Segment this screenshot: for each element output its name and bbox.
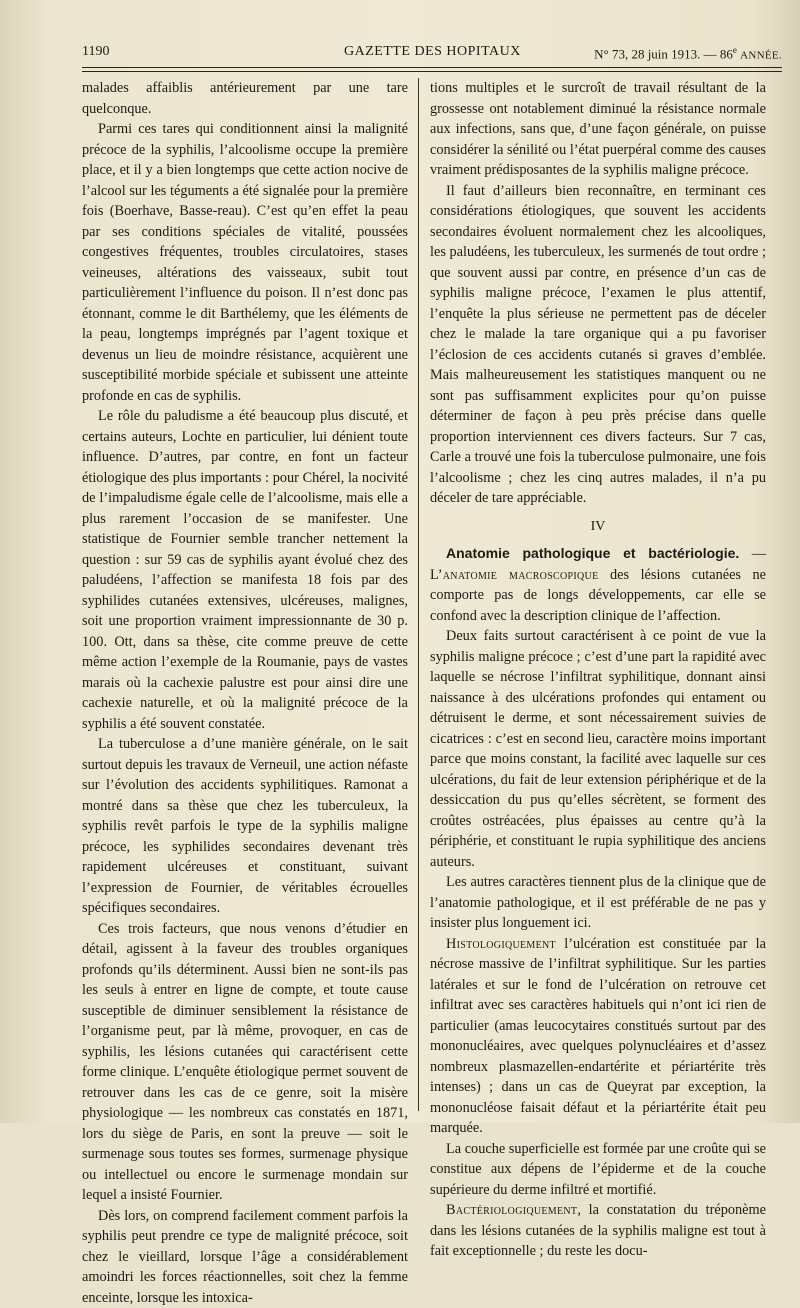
page-header	[82, 40, 782, 70]
histology-paragraph	[430, 934, 766, 1139]
paragraph: malades affaiblis antérieurement par une tare quelconque.	[82, 78, 408, 119]
section-lead-text: des lésions cutanées ne comporte pas de longs développements, car elle se confond avec la description clinique de l’affection.	[430, 567, 766, 624]
paragraph: La couche superficielle est formée par une croûte qui se constitue aux dépens de l’épiderme et de la couche supérieure du derme infiltré et mortifié.	[430, 1139, 766, 1201]
histology-text: l’ulcération est constituée par la nécrose massive de l’infiltrat syphilitique. Sur les parties latérales et sur le fond de l’ulcération on retrouve cet infiltrat avec ses caractères habituels qui n’ont ici rien de particulier (amas leucocytaires constitués surtout par des mononucléaires, avec quelques polynucléaires et d’assez nombreux plasmazellen-endartérite et périartérite très intenses) ; dans un cas de Queyrat par exception, la mononucléose faisait défaut et la périartérite était peu marquée.	[430, 936, 766, 1137]
section-dash: —	[739, 546, 766, 562]
column-divider	[418, 78, 419, 1111]
issue-sup: e	[733, 45, 737, 55]
paragraph: Les autres caractères tiennent plus de la clinique que de l’anatomie pathologique, et il est préférable de ne pas y insister plus longuement ici.	[430, 872, 766, 934]
page-number: 1190	[82, 44, 109, 60]
paragraph: tions multiples et le surcroît de travail résultant de la grossesse ont notablement diminué la résistance normale aux infections, sans que, d’une façon générale, on puisse considérer la sénilité ou l’état puerpéral comme des causes vraiment prédisposantes de la syphilis maligne précoce.	[430, 78, 766, 181]
section-number: IV	[430, 517, 766, 538]
header-rule-double	[82, 71, 782, 72]
paragraph: Ces trois facteurs, que nous venons d’étudier en détail, agissent à la faveur des troubles organiques profonds qu’ils déterminent. Aussi bien ne sont-ils pas les seuls à entrer en ligne de compte, et toute cause susceptible de diminuer sensiblement la résistance de l’organisme peut, par là même, provoquer, en cas de syphilis, les lésions cutanées qui caractérisent cette forme clinique. L’enquête étiologique permet souvent de retrouver dans les cas de ce genre, soit la misère physiologique — les nombreux cas constatés en 1871, lors du siège de Paris, en sont la preuve — soit le surmenage sous toutes ses formes, surmenage physique ou intellectuel ou encore le surmenage mondain sur lequel a insisté Fournier.	[82, 919, 408, 1206]
paragraph: Dès lors, on comprend facilement comment parfois la syphilis peut prendre ce type de malignité précoce, soit chez le vieillard, lorsque l’âge a considérablement amoindri les forces réactionnelles, soit chez la femme enceinte, lorsque les intoxica-	[82, 1206, 408, 1308]
section-lead-smallcaps: L’anatomie macroscopique	[430, 567, 599, 583]
journal-title: GAZETTE DES HOPITAUX	[344, 44, 521, 60]
paragraph: La tuberculose a d’une manière générale, on le sait surtout depuis les travaux de Verneuil, une action néfaste sur l’évolution des accidents syphilitiques. Ramonat a montré dans sa thèse que chez les tuberculeux, la syphilis revêt parfois le type de la syphilis maligne précoce, les syphilides secondaires devenant très rapidement ulcéreuses et constituant, suivant l’expression de Fournier, de véritables écrouelles spécifiques secondaires.	[82, 734, 408, 919]
issue-year: ANNÉE.	[740, 49, 782, 61]
right-column	[430, 78, 766, 1262]
histology-lead: Histologiquement	[446, 936, 556, 952]
issue-number-date: N° 73, 28 juin 1913. — 86	[594, 46, 733, 61]
paragraph: Il faut d’ailleurs bien reconnaître, en terminant ces considérations étiologiques, que souvent les accidents secondaires évoluent normalement chez les alcooliques, les paludéens, les tuberculeux, les surmenés de tout ordre ; que souvent aussi par contre, en présence d’un cas de syphilis maligne précoce, l’examen le plus attentif, l’enquête la plus sérieuse ne permettent pas de déceler chez le malade la tare organique qui a pu favoriser l’éclosion de ces accidents cutanés si graves d’emblée. Mais malheureusement les statistiques manquent ou ne sont pas suffisamment explicites pour qu’on puisse déterminer de façon à peu près précise dans quelle proportion interviennent ces divers facteurs. Sur 7 cas, Carle a trouvé une fois la tuberculose pulmonaire, une fois l’alcoolisme ; chez les cinq autres malades, il n’a pu déceler de tare appréciable.	[430, 181, 766, 509]
paragraph: Parmi ces tares qui conditionnent ainsi la malignité précoce de la syphilis, l’alcoolisme occupe la première place, et il y a bien longtemps que cette action nocive de l’alcool sur les téguments a été signalée pour la première fois (Boerhave, Basse-reau). C’est qu’en effet la peau par ses conditions spéciales de vitalité, poussées congestives fréquentes, troubles circulatoires, stases veineuses, altérations des vaisseaux, subit tout particulièrement l’influence du poison. Il n’est donc pas étonnant, comme le dit Barthélemy, que les éléments de la peau, longtemps imprégnés par l’agent toxique et devenus un lieu de moindre résistance, acquièrent une susceptibilité morbide spéciale et subissent une atteinte profonde en cas de syphilis.	[82, 119, 408, 406]
bacteriology-text: , la constatation du tréponème dans les lésions cutanées de la syphilis maligne est tout à fait exceptionnelle ; du reste les docu-	[430, 1202, 766, 1259]
issue-info	[594, 45, 782, 62]
paragraph: Le rôle du paludisme a été beaucoup plus discuté, et certains auteurs, Lochte en particulier, lui dénient toute influence. D’autres, par contre, en font un facteur étiologique des plus importants : pour Chérel, la nocivité de l’impaludisme égale celle de l’alcoolisme, mais elle a plus rarement l’occasion de se manifester. Une statistique de Fournier semble trancher nettement la question : sur 59 cas de syphilis ayant évolué chez des paludéens, l’affection se manifesta 18 fois par des syphilides cutanées extensives, ulcéreuses, malignes, soit une proportion vraiment impressionnante de 30 p. 100. Ott, dans sa thèse, cite comme preuve de cette même action l’exemple de la Roumanie, pays de vastes marais où la cachexie palustre est pour ainsi dire une cachexie naturelle, et où la malignité précoce de la syphilis a été souvent constatée.	[82, 406, 408, 734]
bacteriology-lead: Bactériologiquement	[446, 1202, 577, 1218]
section-lead-paragraph	[430, 543, 766, 626]
section-title: Anatomie pathologique et bactériologie.	[446, 545, 739, 561]
left-column	[82, 78, 408, 1308]
paragraph: Deux faits surtout caractérisent à ce point de vue la syphilis maligne précoce ; c’est d’une part la rapidité avec laquelle se nécrose l’infiltrat syphilitique, donnant ainsi naissance à des ulcérations profondes qui entament ou détruisent le derme, et sont nécessairement suivies de cicatrices : c’est en second lieu, caractère moins important parce que moins constant, la facilité avec laquelle sur ces ulcérations, du fait de leur extension périphérique et de la dessiccation du pus qu’elles sécrètent, se forment des croûtes ostréacées, plus épaisses au centre qu’à la périphérie, et constituant le rupia syphilitique des anciens auteurs.	[430, 626, 766, 872]
bacteriology-paragraph	[430, 1200, 766, 1262]
header-rule	[82, 67, 782, 68]
